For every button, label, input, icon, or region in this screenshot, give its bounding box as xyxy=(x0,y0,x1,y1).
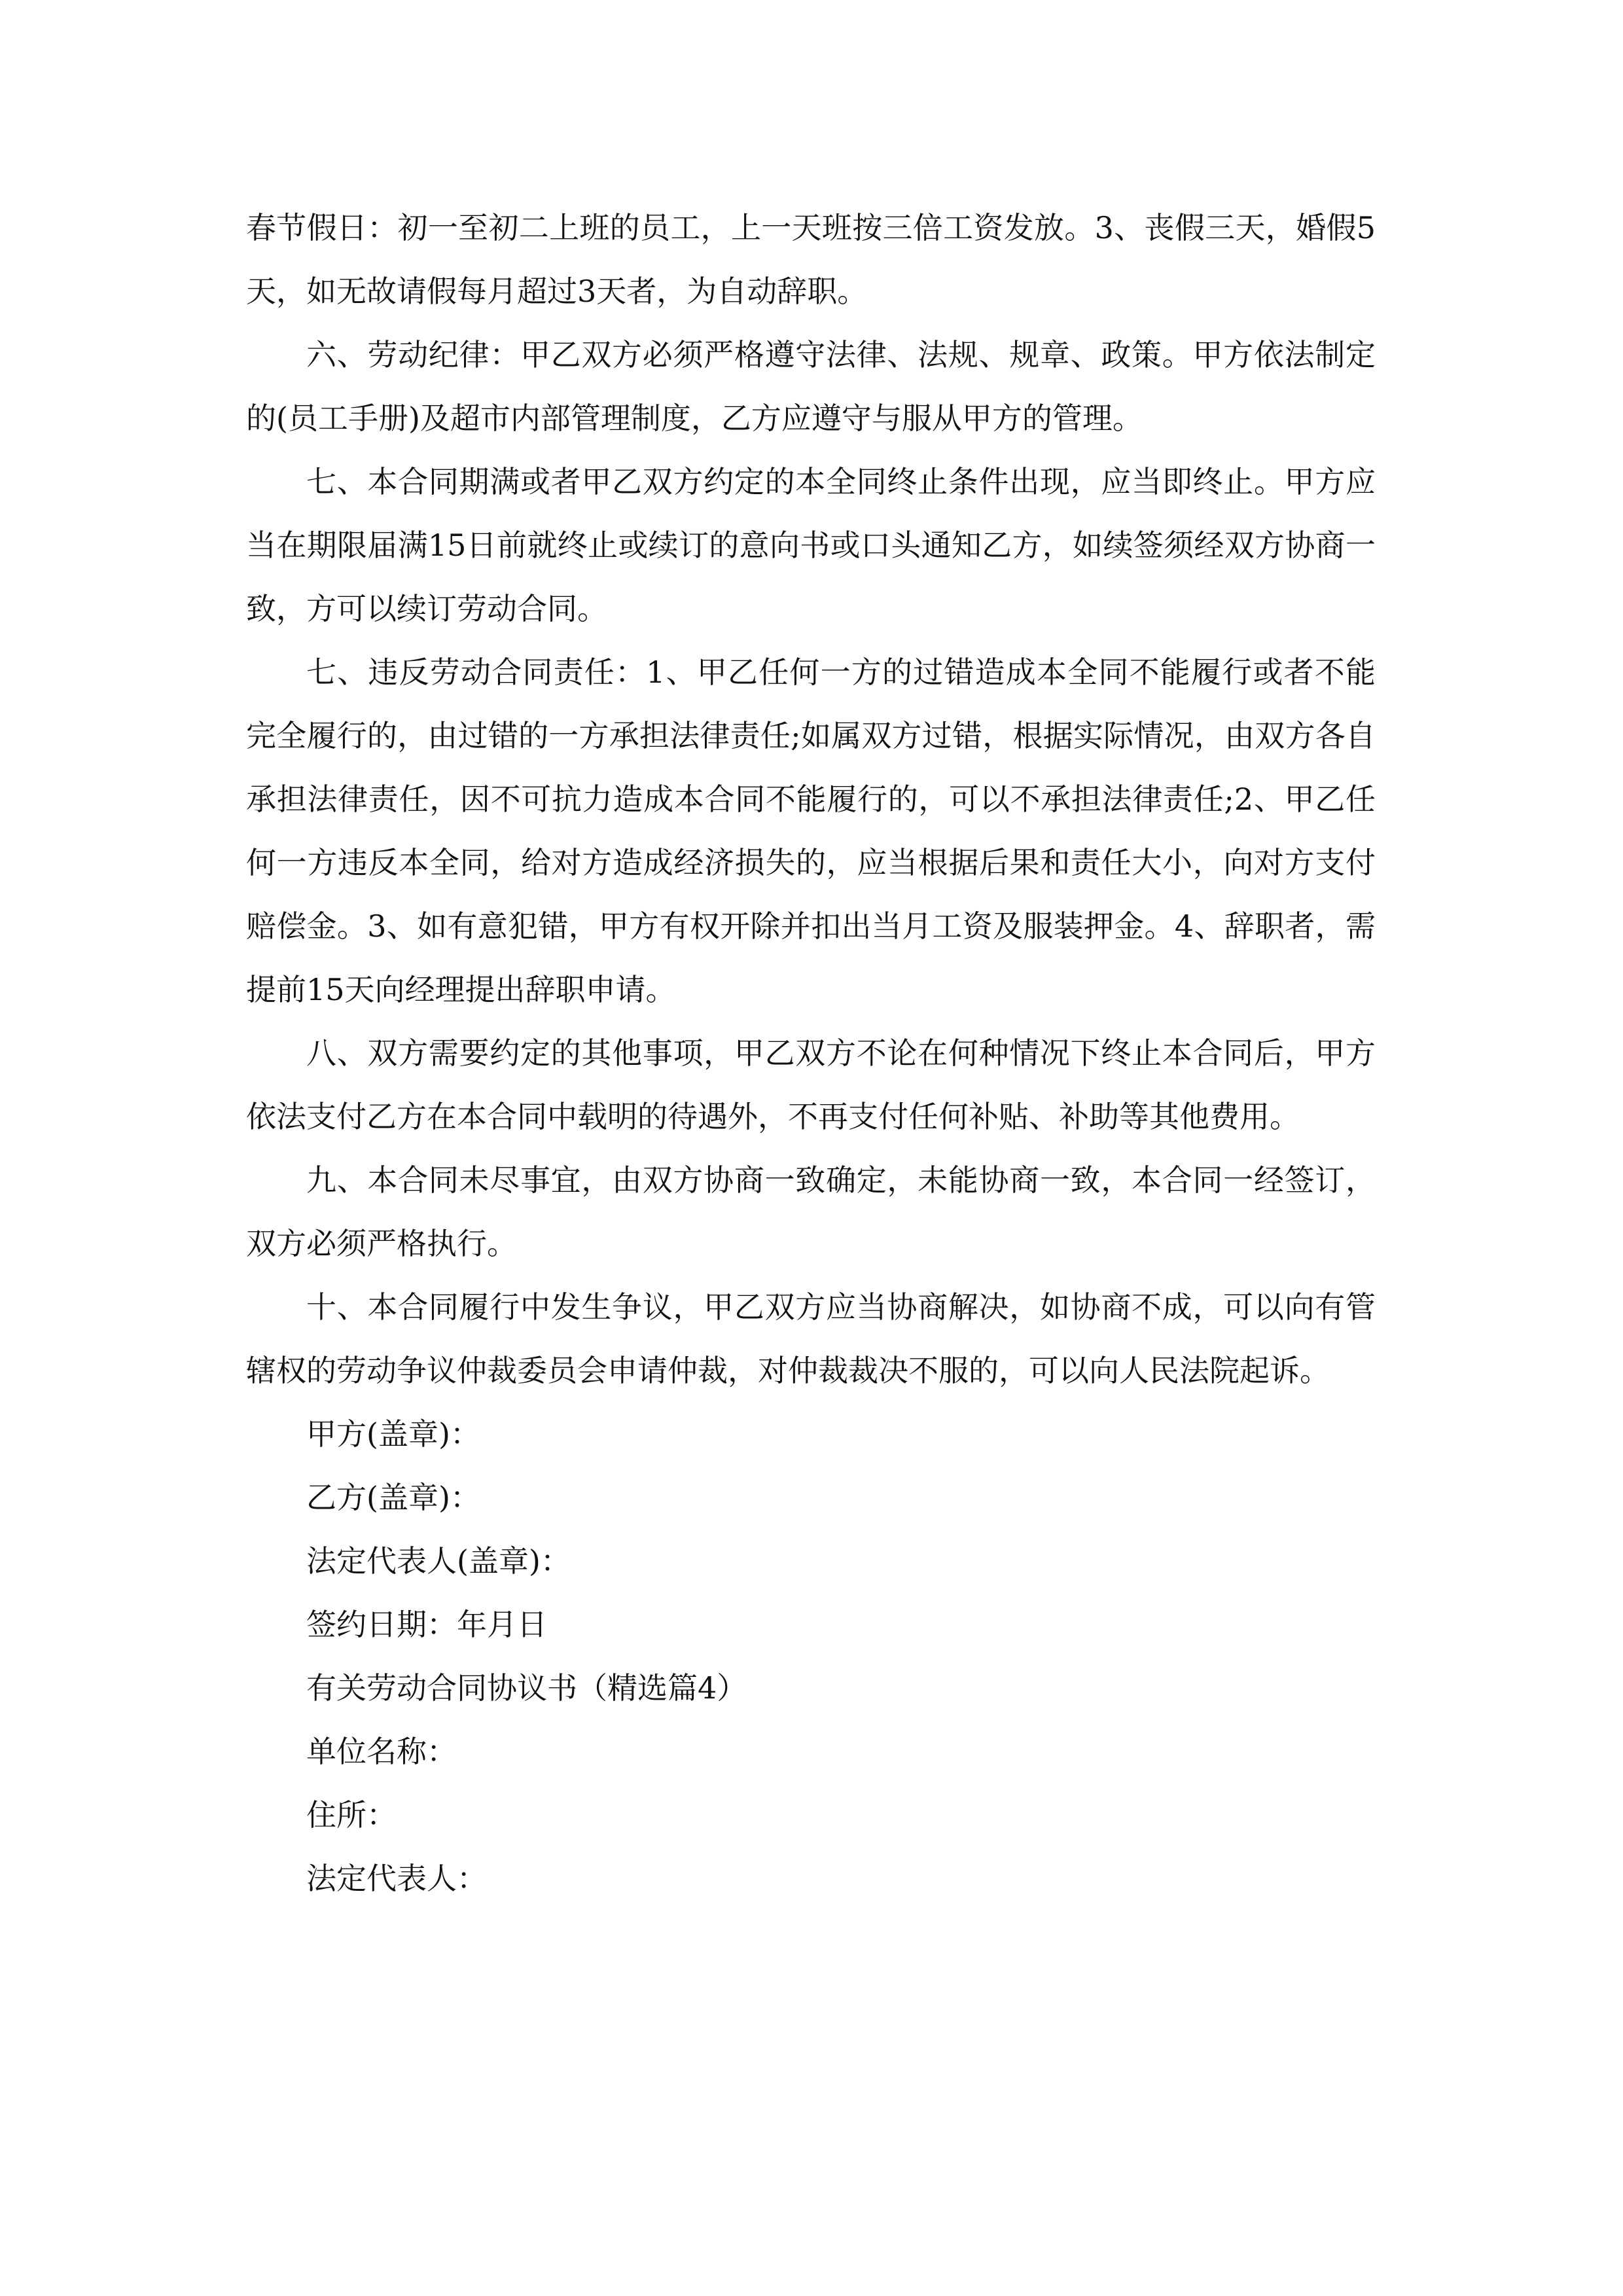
document-body xyxy=(246,196,1376,1910)
legal-representative-line: 法定代表人： xyxy=(306,1861,487,1896)
paragraph-dispute-resolution: 十、本合同履行中发生争议，甲乙双方应当协商解决，如协商不成，可以向有管辖权的劳动争议仲裁委员会申请仲裁，对仲裁裁决不服的，可以向人民法院起诉。 xyxy=(246,1289,1376,1388)
party-b-seal-line: 乙方(盖章)： xyxy=(306,1480,480,1515)
signing-date-line: 签约日期：年月日 xyxy=(306,1607,547,1642)
paragraph-breach-liability: 七、违反劳动合同责任：1、甲乙任何一方的过错造成本全同不能履行或者不能完全履行的，由过错的一方承担法律责任;如属双方过错，根据实际情况，由双方各自承担法律责任，因不可抗力造成本合同不能履行的，可以不承担法律责任;2、甲乙任何一方违反本全同，给对方造成经济损失的，应当根据后果和责任大小，向对方支付赔偿金。3、如有意犯错，甲方有权开除并扣出当月工资及服装押金。4、辞职者，需提前15天向经理提出辞职申请。 xyxy=(246,655,1376,1007)
party-a-seal-line: 甲方(盖章)： xyxy=(306,1416,480,1452)
paragraph-contract-termination: 七、本合同期满或者甲乙双方约定的本全同终止条件出现，应当即终止。甲方应当在期限届满15日前就终止或续订的意向书或口头通知乙方，如续签须经双方协商一致，方可以续订劳动合同。 xyxy=(246,464,1376,626)
legal-representative-seal-line: 法定代表人(盖章)： xyxy=(306,1543,571,1579)
paragraph-labor-discipline: 六、劳动纪律：甲乙双方必须严格遵守法律、法规、规章、政策。甲方依法制定的(员工手册)及超市内部管理制度，乙方应遵守与服从甲方的管理。 xyxy=(246,337,1376,436)
company-name-line: 单位名称： xyxy=(306,1734,457,1769)
paragraph-other-matters: 八、双方需要约定的其他事项，甲乙双方不论在何种情况下终止本合同后，甲方依法支付乙方在本合同中载明的待遇外，不再支付任何补贴、补助等其他费用。 xyxy=(246,1035,1376,1134)
paragraph-leave-terms: 春节假日：初一至初二上班的员工，上一天班按三倍工资发放。3、丧假三天，婚假5天，如无故请假每月超过3天者，为自动辞职。 xyxy=(246,210,1376,309)
section-title: 有关劳动合同协议书（精选篇4） xyxy=(306,1670,747,1706)
paragraph-unfinished-matters: 九、本合同未尽事宜，由双方协商一致确定，未能协商一致，本合同一经签订，双方必须严格执行。 xyxy=(246,1162,1376,1261)
address-line: 住所： xyxy=(306,1797,397,1833)
